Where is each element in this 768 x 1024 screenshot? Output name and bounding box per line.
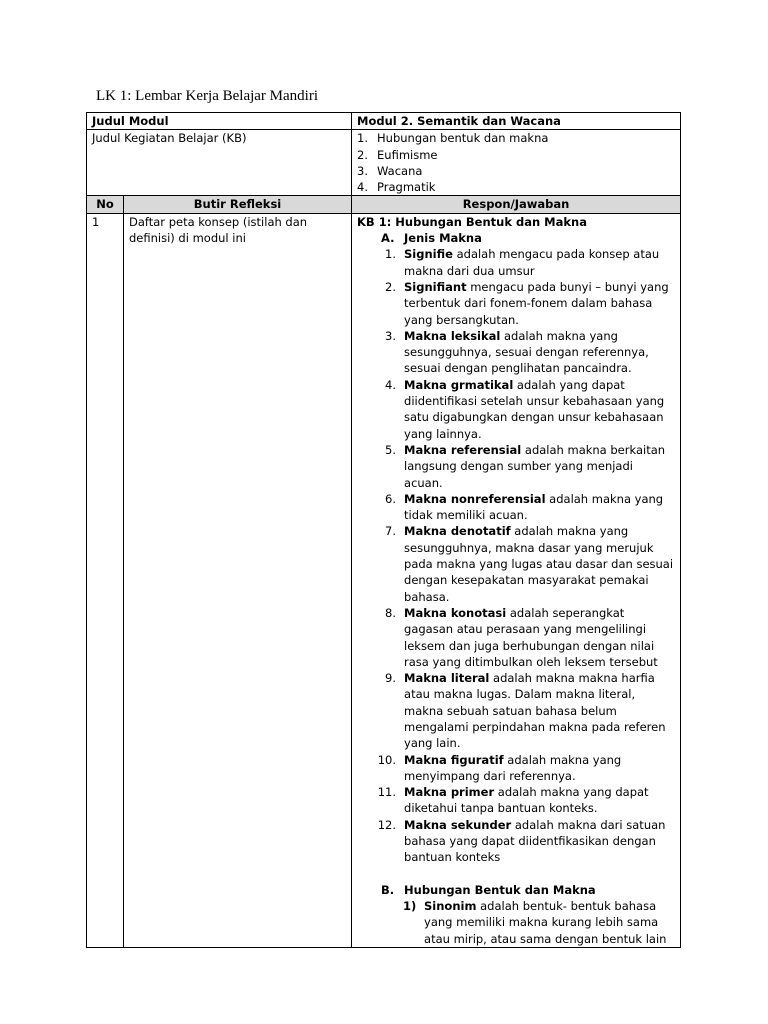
spacer bbox=[357, 866, 675, 882]
list-item: 7. Makna denotatif adalah makna yang sesungguhnya, makna dasar yang merujuk pada makna yang lugas atau dasar dan sesuai dengan kesepakatan masyarakat pemakai bahasa. bbox=[385, 524, 674, 604]
judul-kb-list-cell bbox=[352, 130, 681, 196]
document-title: LK 1: Lembar Kerja Belajar Mandiri bbox=[96, 88, 318, 104]
kb-list-item: 4. Pragmatik bbox=[357, 180, 436, 195]
respon-cell bbox=[352, 213, 681, 947]
row-number: 1 bbox=[87, 213, 124, 947]
kb-list bbox=[357, 130, 675, 195]
judul-kb-label: Judul Kegiatan Belajar (KB) bbox=[87, 130, 352, 196]
header-no: No bbox=[87, 196, 124, 213]
list-item: 8. Makna konotasi adalah seperangkat gagasan atau perasaan yang mengelilingi leksem dan juga berhubungan dengan nilai rasa yang ditimbulkan oleh leksem tersebut bbox=[385, 605, 658, 669]
table-row bbox=[87, 213, 681, 947]
list-item: 3. Makna leksikal adalah makna yang sesungguhnya, sesuai dengan referennya, sesuai dengan penglihatan pancaindra. bbox=[385, 328, 649, 376]
row-judul-modul bbox=[87, 113, 681, 130]
worksheet-table bbox=[86, 112, 681, 948]
list-item: 9. Makna literal adalah makna makna harfia atau makna lugas. Dalam makna literal, makna sebuah satuan bahasa belum mengalami perpindahan makna pada referen yang lain. bbox=[385, 671, 666, 751]
list-item: 4. Makna grmatikal adalah yang dapat diidentifikasi setelah unsur kebahasaan yang satu digabungkan dengan unsur kebahasaan yang lainnya. bbox=[385, 377, 665, 441]
judul-modul-value: Modul 2. Semantik dan Wacana bbox=[352, 113, 681, 130]
list-item: 1) Sinonim adalah bentuk- bentuk bahasa yang memiliki makna kurang lebih sama atau mirip, atau sama dengan bentuk lain bbox=[403, 898, 667, 946]
header-butir-refleksi: Butir Refleksi bbox=[124, 196, 352, 213]
hubungan-list bbox=[357, 898, 675, 947]
butir-refleksi-cell bbox=[124, 213, 352, 947]
list-item: 1. Signifie adalah mengacu pada konsep atau makna dari dua umsur bbox=[385, 247, 660, 278]
judul-modul-label: Judul Modul bbox=[87, 113, 352, 130]
list-item: 6. Makna nonreferensial adalah makna yang tidak memiliki acuan. bbox=[385, 491, 664, 523]
kb-list-item: 1. Hubungan bentuk dan makna bbox=[357, 131, 549, 146]
list-item: 5. Makna referensial adalah makna berkaitan langsung dengan sumber yang menjadi acuan. bbox=[385, 442, 666, 490]
list-item: 11. Makna primer adalah makna yang dapat diketahui tanpa bantuan konteks. bbox=[377, 785, 649, 816]
kb-list-item: 2. Eufimisme bbox=[357, 147, 438, 162]
kb-list-item: 3. Wacana bbox=[357, 163, 423, 178]
table-header-row bbox=[87, 196, 681, 213]
butir-line: definisi) di modul ini bbox=[129, 231, 246, 246]
header-respon-jawaban: Respon/Jawaban bbox=[352, 196, 681, 213]
section-a-heading: A. Jenis Makna bbox=[381, 231, 482, 246]
jenis-makna-list bbox=[357, 246, 675, 865]
list-item: 2. Signifiant mengacu pada bunyi – bunyi yang terbentuk dari fonem-fonem dalam bahasa yang bersangkutan. bbox=[385, 279, 669, 327]
kb-heading: KB 1: Hubungan Bentuk dan Makna bbox=[357, 214, 587, 229]
list-item: 10. Makna figuratif adalah makna yang menyimpang dari referennya. bbox=[377, 752, 622, 783]
list-item: 12. Makna sekunder adalah makna dari satuan bahasa yang dapat diidentfikasikan dengan bantuan konteks bbox=[377, 817, 666, 865]
butir-line: Daftar peta konsep (istilah dan bbox=[129, 214, 308, 229]
row-judul-kb bbox=[87, 130, 681, 196]
section-b-heading: B. Hubungan Bentuk dan Makna bbox=[381, 882, 596, 897]
